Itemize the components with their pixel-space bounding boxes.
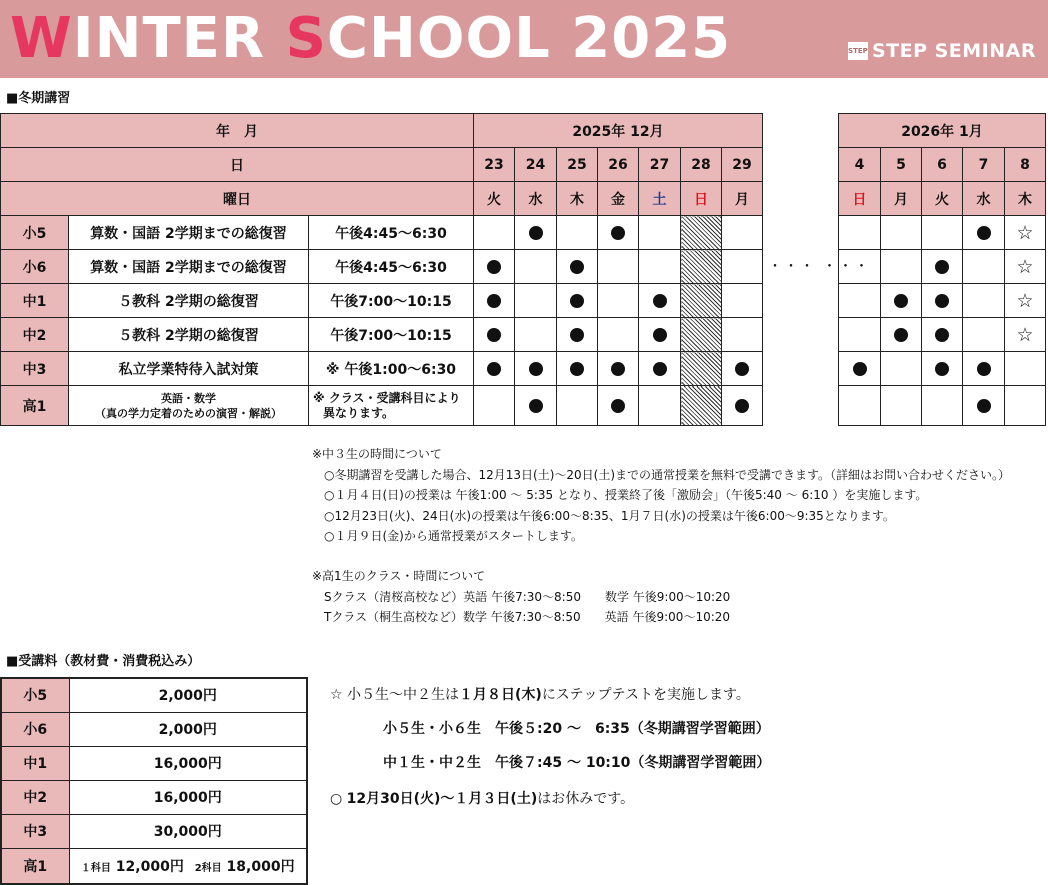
weekday-28: 日 (681, 182, 722, 216)
row-grade: 高1 (1, 386, 69, 426)
cell (722, 284, 763, 318)
cell (963, 386, 1005, 426)
notes-ko1 (312, 566, 730, 628)
notes-chu3 (312, 444, 1010, 547)
cell (722, 386, 763, 426)
row-grade: 小6 (1, 250, 69, 284)
info-line-test-pre: ☆ 小５生～中２生は (330, 687, 460, 703)
title-part-inter: INTER (72, 6, 286, 71)
session-dot-icon (487, 362, 501, 376)
cell (839, 216, 881, 250)
row-time: 午後4:45～6:30 (309, 250, 474, 284)
notes-chu3-title: ※中３生の時間について (312, 447, 442, 461)
table-row (1, 678, 307, 712)
weekday-23: 火 (474, 182, 515, 216)
row-course: ５教科 2学期の総復習 (69, 284, 309, 318)
fee-grade: 中2 (1, 780, 69, 814)
session-dot-icon (894, 328, 908, 342)
fee-grade: 中1 (1, 746, 69, 780)
weekday-25: 木 (557, 182, 598, 216)
day-4: 4 (839, 148, 881, 182)
note-line: ○冬期講習を受講した場合、12月13日(土)～20日(土)までの通常授業を無料で受講できます。（詳細はお問い合わせください。） (324, 467, 1011, 482)
session-dot-icon (977, 226, 991, 240)
cell (922, 216, 963, 250)
row-time: 午後4:45～6:30 (309, 216, 474, 250)
table-row (1, 318, 763, 352)
fee-price: 16,000円 (69, 780, 307, 814)
cell (557, 250, 598, 284)
cell (1005, 284, 1046, 318)
cell (963, 216, 1005, 250)
cell (598, 284, 639, 318)
info-line-holiday-dates: 12月30日(火)～１月３日(土) (346, 791, 538, 807)
schedule-table-dec (0, 113, 763, 426)
logo-mark-icon: STEP (848, 42, 868, 60)
cell (639, 386, 681, 426)
session-dot-icon (935, 328, 949, 342)
cell (515, 216, 557, 250)
banner-title (10, 6, 731, 72)
cell (598, 386, 639, 426)
cell (474, 386, 515, 426)
cell (1005, 318, 1046, 352)
cell (722, 250, 763, 284)
session-dot-icon (487, 294, 501, 308)
session-dot-icon (935, 260, 949, 274)
cell (557, 318, 598, 352)
fee-section-label: ■受講料（教材費・消費税込み） (6, 654, 201, 669)
weekday-27: 土 (639, 182, 681, 216)
fee-grade: 中3 (1, 814, 69, 848)
cell (839, 318, 881, 352)
cell (598, 352, 639, 386)
session-dot-icon (735, 362, 749, 376)
day-27: 27 (639, 148, 681, 182)
closed-cell (681, 318, 722, 352)
table-row (1, 250, 763, 284)
weekday-6: 火 (922, 182, 963, 216)
row-grade: 中1 (1, 284, 69, 318)
fee-price: 2,000円 (69, 712, 307, 746)
notes-ko1-title: ※高1生のクラス・時間について (312, 569, 486, 583)
cell (515, 352, 557, 386)
session-dot-icon (529, 362, 543, 376)
weekday-7: 水 (963, 182, 1005, 216)
cell (639, 352, 681, 386)
table-row (839, 386, 1046, 426)
info-line-holiday (330, 788, 634, 808)
cell (881, 216, 922, 250)
cell (881, 284, 922, 318)
fee-two-subject-label: 2科目 (194, 862, 222, 874)
cell (1005, 250, 1046, 284)
row-time: ※ 午後1:00～6:30 (309, 352, 474, 386)
row-time (309, 386, 474, 426)
session-dot-icon (653, 294, 667, 308)
cell (1005, 216, 1046, 250)
cell (515, 284, 557, 318)
header-month-jan: 2026年 1月 (839, 114, 1046, 148)
cell (639, 284, 681, 318)
session-dot-icon (487, 328, 501, 342)
note-line: ○１月４日(日)の授業は 午後1:00 ～ 5:35 となり、授業終了後「激励会」（午後5:40 ～ 6:10 ）を実施します。 (324, 488, 928, 502)
session-dot-icon (611, 226, 625, 240)
cell (474, 216, 515, 250)
row-grade: 中3 (1, 352, 69, 386)
fee-price: 30,000円 (69, 814, 307, 848)
cell (557, 386, 598, 426)
table-row (1, 216, 763, 250)
row-time: 午後7:00～10:15 (309, 284, 474, 318)
info-line-test-date: １月８日(木) (459, 687, 542, 703)
time-line-1: ※ クラス・受講科目により (313, 390, 461, 405)
cell (639, 216, 681, 250)
day-7: 7 (963, 148, 1005, 182)
cell (598, 250, 639, 284)
title-letter-w: W (10, 6, 73, 71)
cell (515, 318, 557, 352)
info-line-test (330, 684, 750, 704)
cell (1005, 352, 1046, 386)
row-course: 私立学業特待入試対策 (69, 352, 309, 386)
session-dot-icon (570, 260, 584, 274)
day-5: 5 (881, 148, 922, 182)
row-time: 午後7:00～10:15 (309, 318, 474, 352)
cell (963, 250, 1005, 284)
session-dot-icon (570, 362, 584, 376)
cell (881, 318, 922, 352)
cell (474, 284, 515, 318)
title-part-rest: CHOOL 2025 (326, 6, 732, 71)
day-26: 26 (598, 148, 639, 182)
fee-grade: 小6 (1, 712, 69, 746)
cell (474, 352, 515, 386)
cell (963, 352, 1005, 386)
note-line: Tクラス（桐生高校など）数学 午後7:30～8:50 英語 午後9:00～10:20 (324, 610, 731, 624)
star-icon: ☆ (1016, 323, 1034, 346)
row-course (69, 386, 309, 426)
cell (839, 386, 881, 426)
weekday-24: 水 (515, 182, 557, 216)
weekday-26: 金 (598, 182, 639, 216)
day-28: 28 (681, 148, 722, 182)
cell (474, 318, 515, 352)
session-dot-icon (977, 399, 991, 413)
title-letter-s: S (285, 6, 327, 71)
table-row (839, 318, 1046, 352)
table-row (1, 848, 307, 884)
cell (839, 250, 881, 284)
cell (598, 216, 639, 250)
table-row (1, 746, 307, 780)
session-dot-icon (611, 399, 625, 413)
session-dot-icon (487, 260, 501, 274)
row-course: 算数・国語 2学期までの総復習 (69, 250, 309, 284)
day-29: 29 (722, 148, 763, 182)
info-line-chu: 中１生・中２生 午後７:45 ～ 10:10（冬期講習学習範囲） (383, 755, 771, 771)
cell (515, 250, 557, 284)
cell (639, 318, 681, 352)
cell (557, 352, 598, 386)
cell (922, 352, 963, 386)
fee-one-subject-price: 12,000円 (115, 858, 184, 875)
session-dot-icon (935, 362, 949, 376)
fee-two-subject-price: 18,000円 (226, 858, 295, 875)
header-month-dec: 2025年 12月 (474, 114, 763, 148)
note-line: Sクラス（清桜高校など）英語 午後7:30～8:50 数学 午後9:00～10:20 (324, 589, 731, 604)
header-day: 日 (1, 148, 474, 182)
closed-cell (681, 216, 722, 250)
cell (881, 386, 922, 426)
header-weekday: 曜日 (1, 182, 474, 216)
fee-table (0, 677, 308, 885)
info-line-holiday-pre: ○ (330, 791, 347, 807)
fee-price: 2,000円 (69, 678, 307, 712)
cell (598, 318, 639, 352)
row-course: 算数・国語 2学期までの総復習 (69, 216, 309, 250)
closed-cell (681, 352, 722, 386)
table-row (839, 352, 1046, 386)
closed-cell (681, 250, 722, 284)
time-line-2: 異なります。 (323, 405, 395, 420)
logo-text: STEP SEMINAR (871, 40, 1036, 62)
table-row (839, 250, 1046, 284)
cell (881, 250, 922, 284)
day-23: 23 (474, 148, 515, 182)
cell (1005, 386, 1046, 426)
table-row (1, 780, 307, 814)
cell (722, 318, 763, 352)
day-25: 25 (557, 148, 598, 182)
day-6: 6 (922, 148, 963, 182)
table-row (1, 284, 763, 318)
course-line-2: （真の学力定着のための演習・解説） (95, 406, 282, 420)
weekday-8: 木 (1005, 182, 1046, 216)
cell (722, 216, 763, 250)
fee-grade: 高1 (1, 848, 69, 884)
table-row (1, 386, 763, 426)
fee-grade: 小5 (1, 678, 69, 712)
session-dot-icon (935, 294, 949, 308)
cell (922, 318, 963, 352)
step-seminar-logo (848, 40, 1036, 62)
continuation-ellipsis: ・・・ ・・・ (768, 259, 871, 275)
info-line-holiday-post: はお休みです。 (537, 791, 635, 807)
table-row (1, 814, 307, 848)
cell (922, 284, 963, 318)
header-year-month: 年 月 (1, 114, 474, 148)
session-dot-icon (611, 362, 625, 376)
info-line-test-post: にステップテストを実施します。 (541, 687, 750, 703)
star-icon: ☆ (1016, 255, 1034, 278)
row-grade: 小5 (1, 216, 69, 250)
cell (963, 284, 1005, 318)
session-dot-icon (570, 294, 584, 308)
day-8: 8 (1005, 148, 1046, 182)
fee-price: 16,000円 (69, 746, 307, 780)
cell (963, 318, 1005, 352)
session-dot-icon (570, 328, 584, 342)
fee-one-subject-label: １科目 (80, 862, 111, 874)
cell (474, 250, 515, 284)
star-icon: ☆ (1016, 221, 1034, 244)
header-banner (0, 0, 1048, 78)
weekday-4: 日 (839, 182, 881, 216)
table-row (1, 712, 307, 746)
session-dot-icon (735, 399, 749, 413)
closed-cell (681, 284, 722, 318)
star-icon: ☆ (1016, 289, 1034, 312)
note-line: ○１月９日(金)から通常授業がスタートします。 (324, 529, 583, 543)
table-row (1, 352, 763, 386)
weekday-5: 月 (881, 182, 922, 216)
closed-cell (681, 386, 722, 426)
session-dot-icon (529, 226, 543, 240)
cell (722, 352, 763, 386)
session-dot-icon (977, 362, 991, 376)
day-24: 24 (515, 148, 557, 182)
table-row (839, 284, 1046, 318)
note-line: ○12月23日(火)、24日(水)の授業は午後6:00～8:35、1月７日(水)の授業は午後6:00～9:35となります。 (324, 508, 895, 523)
session-dot-icon (894, 294, 908, 308)
row-course: ５教科 2学期の総復習 (69, 318, 309, 352)
info-line-sho: 小５生・小６生 午後５:20 ～ 6:35（冬期講習学習範囲） (383, 721, 770, 737)
fee-price (69, 848, 307, 884)
cell (922, 386, 963, 426)
course-line-1: 英語・数学 (161, 391, 216, 405)
session-dot-icon (653, 328, 667, 342)
cell (557, 284, 598, 318)
weekday-29: 月 (722, 182, 763, 216)
cell (881, 352, 922, 386)
table-row (839, 216, 1046, 250)
session-dot-icon (653, 362, 667, 376)
cell (639, 250, 681, 284)
cell (839, 284, 881, 318)
cell (557, 216, 598, 250)
row-grade: 中2 (1, 318, 69, 352)
session-dot-icon (853, 362, 867, 376)
cell (922, 250, 963, 284)
session-dot-icon (529, 399, 543, 413)
cell (515, 386, 557, 426)
schedule-table-jan (838, 113, 1046, 426)
cell (839, 352, 881, 386)
winter-section-label: ■冬期講習 (6, 91, 71, 106)
